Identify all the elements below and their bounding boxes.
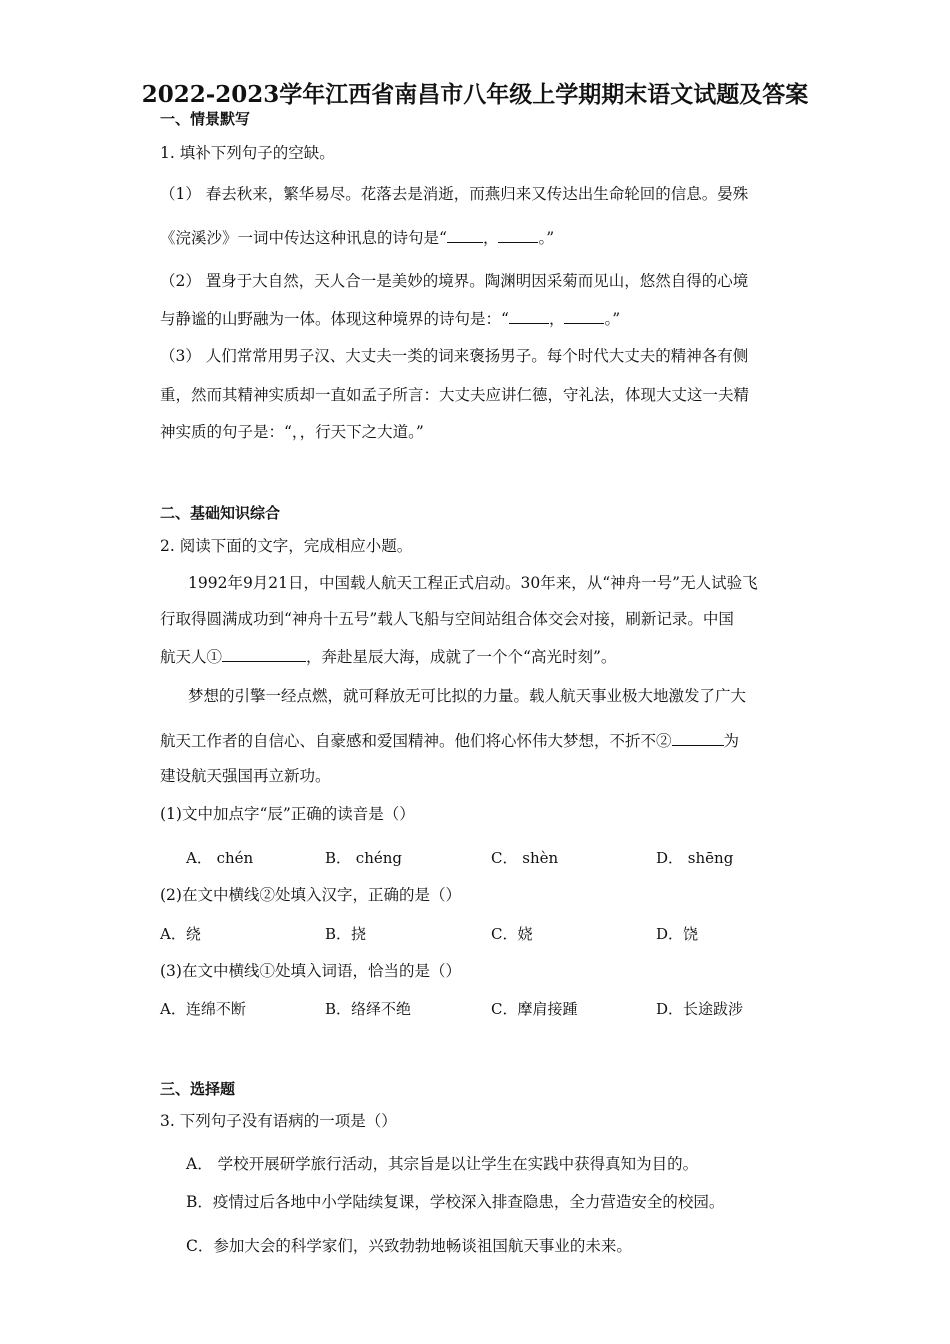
answer-blank-2[interactable] — [672, 730, 724, 746]
passage-para2-line1: 梦想的引擎一经点燃，就可释放无可比拟的力量。载人航天事业极大地激发了广大 — [188, 687, 747, 705]
text-fragment: 。” — [604, 310, 621, 328]
passage-para1-line3 — [160, 646, 616, 667]
page-title: 2022-2023学年江西省南昌市八年级上学期期末语文试题及答案 — [141, 81, 809, 108]
question-1-part3-line3: 神实质的句子是：“，，行天下之大道。” — [160, 423, 424, 441]
sub2-option-b[interactable]: B．挠 — [325, 925, 367, 943]
sub1-option-d[interactable]: D． shēng — [656, 849, 734, 867]
question-1-part1-line1: （1） 春去秋来，繁华易尽。花落去是消逝，而燕归来又传达出生命轮回的信息。晏殊 — [160, 185, 749, 203]
answer-blank[interactable] — [498, 227, 538, 243]
sub1-option-a[interactable]: A． chén — [186, 849, 254, 867]
answer-blank-1[interactable] — [222, 646, 306, 662]
passage-para1-line2: 行取得圆满成功到“神舟十五号”载人飞船与空间站组合体交会对接，刷新记录。中国 — [160, 610, 734, 628]
question-1-part3-line2: 重，然而其精神实质却一直如孟子所言：大丈夫应讲仁德，守礼法，体现大丈这一夫精 — [160, 386, 750, 404]
answer-blank[interactable] — [447, 227, 483, 243]
sub1-option-c[interactable]: C． shèn — [491, 849, 559, 867]
subquestion-3-stem: (3)在文中横线①处填入词语，恰当的是（） — [160, 962, 461, 980]
q3-option-a[interactable]: A． 学校开展研学旅行活动，其宗旨是以让学生在实践中获得真知为目的。 — [186, 1155, 699, 1173]
sub2-option-c[interactable]: C．娆 — [491, 925, 533, 943]
question-1-stem: 1. 填补下列句子的空缺。 — [160, 144, 335, 162]
sub1-option-b[interactable]: B． chéng — [325, 849, 402, 867]
sub3-option-d[interactable]: D．长途跋涉 — [656, 1000, 744, 1018]
text-fragment: 航天工作者的自信心、自豪感和爱国精神。他们将心怀伟大梦想，不折不② — [160, 732, 672, 750]
sub3-option-c[interactable]: C．摩肩接踵 — [491, 1000, 578, 1018]
question-1-part2-line1: （2） 置身于大自然，天人合一是美妙的境界。陶渊明因采菊而见山，悠然自得的心境 — [160, 272, 749, 290]
sub2-option-d[interactable]: D．饶 — [656, 925, 699, 943]
question-1-part1-line2 — [160, 227, 554, 248]
passage-para2-line2 — [160, 730, 739, 751]
q3-option-c[interactable]: C．参加大会的科学家们，兴致勃勃地畅谈祖国航天事业的未来。 — [186, 1237, 632, 1255]
q3-option-b[interactable]: B．疫情过后各地中小学陆续复课，学校深入排查隐患，全力营造安全的校园。 — [186, 1193, 725, 1211]
passage-para2-line3: 建设航天强国再立新功。 — [160, 767, 331, 785]
text-fragment: ， — [548, 310, 565, 328]
text-fragment: 为 — [723, 732, 740, 750]
question-2-stem: 2. 阅读下面的文字，完成相应小题。 — [160, 537, 413, 555]
text-fragment: 航天人① — [160, 648, 223, 666]
subquestion-1-stem: (1)文中加点字“辰”正确的读音是（） — [160, 805, 415, 823]
text-fragment: 《浣溪沙》一词中传达这种讯息的诗句是“ — [160, 229, 447, 247]
text-fragment: ，奔赴星辰大海，成就了一个个“高光时刻”。 — [306, 648, 617, 666]
question-3-stem: 3. 下列句子没有语病的一项是（） — [160, 1112, 397, 1130]
answer-blank[interactable] — [509, 308, 549, 324]
text-fragment: ， — [482, 229, 499, 247]
subquestion-2-stem: (2)在文中横线②处填入汉字，正确的是（） — [160, 886, 461, 904]
section-heading-1: 一、情景默写 — [160, 110, 251, 128]
section-heading-3: 三、选择题 — [160, 1080, 236, 1098]
answer-blank[interactable] — [564, 308, 604, 324]
text-fragment: 。” — [538, 229, 555, 247]
question-1-part3-line1: （3） 人们常常用男子汉、大丈夫一类的词来褒扬男子。每个时代大丈夫的精神各有侧 — [160, 347, 749, 365]
text-fragment: 与静谧的山野融为一体。体现这种境界的诗句是：“ — [160, 310, 509, 328]
sub3-option-a[interactable]: A．连绵不断 — [160, 1000, 246, 1018]
section-heading-2: 二、基础知识综合 — [160, 504, 281, 522]
sub2-option-a[interactable]: A．绕 — [160, 925, 201, 943]
question-1-part2-line2 — [160, 308, 620, 329]
sub3-option-b[interactable]: B．络绎不绝 — [325, 1000, 412, 1018]
passage-para1-line1: 1992年9月21日，中国载人航天工程正式启动。30年来，从“神舟一号”无人试验飞 — [188, 574, 758, 592]
